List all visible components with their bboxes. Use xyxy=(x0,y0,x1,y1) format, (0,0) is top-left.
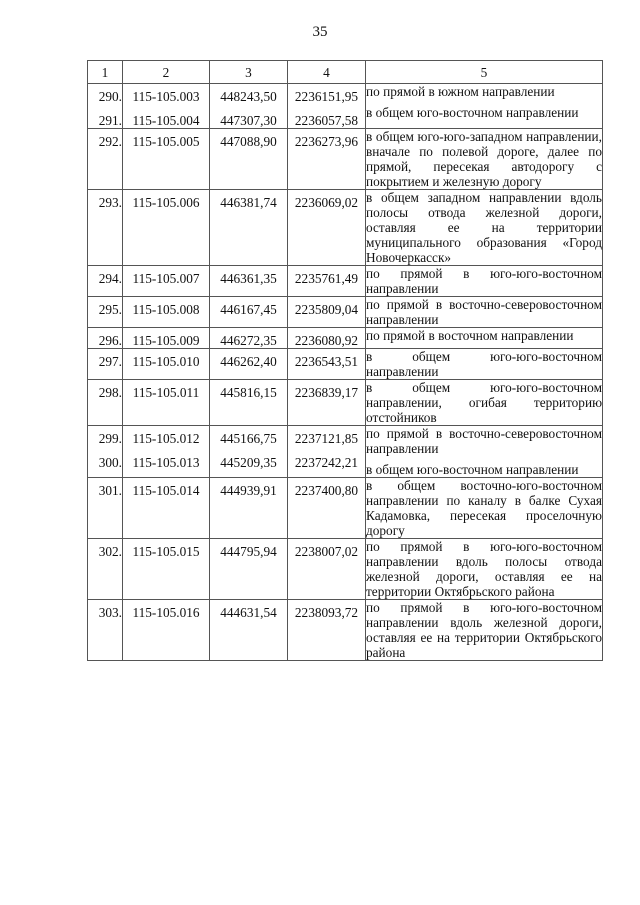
point-code: 115-105.006 xyxy=(132,195,200,210)
table-body xyxy=(88,84,603,661)
coordinate-y-cell xyxy=(288,349,366,380)
coordinate-y: 2236151,95 xyxy=(294,89,359,104)
coordinate-x-cell xyxy=(210,349,288,380)
column-header-4: 4 xyxy=(288,61,366,84)
point-number-cell xyxy=(88,190,123,266)
point-code: 115-105.007 xyxy=(132,271,200,286)
point-number-cell xyxy=(88,539,123,600)
point-number-cell xyxy=(88,84,123,129)
point-number-cell xyxy=(88,297,123,328)
table-row xyxy=(88,539,603,600)
coordinate-x: 447307,30 xyxy=(220,113,277,128)
point-code-cell xyxy=(123,380,210,426)
coordinate-x: 446272,35 xyxy=(220,333,277,348)
point-number: 297. xyxy=(98,354,122,369)
point-code: 115-105.004 xyxy=(132,113,200,128)
coordinate-y-cell xyxy=(288,266,366,297)
point-number-cell xyxy=(88,328,123,349)
point-number: 293. xyxy=(98,195,122,210)
point-number: 303. xyxy=(98,605,122,620)
boundary-points-table xyxy=(87,60,603,661)
point-code-cell xyxy=(123,478,210,539)
coordinate-x: 445166,75 xyxy=(220,431,277,446)
coordinate-y: 2235761,49 xyxy=(294,271,359,286)
point-number-cell xyxy=(88,266,123,297)
coordinate-y-cell xyxy=(288,380,366,426)
direction-description-cell xyxy=(366,380,603,426)
point-code: 115-105.008 xyxy=(132,302,200,317)
direction-description-cell xyxy=(366,478,603,539)
coordinate-y-cell xyxy=(288,478,366,539)
point-code-cell xyxy=(123,328,210,349)
point-number-cell xyxy=(88,129,123,190)
table-row xyxy=(88,478,603,539)
point-number-cell xyxy=(88,380,123,426)
direction-description-cell xyxy=(366,297,603,328)
coordinate-x-cell xyxy=(210,84,288,129)
direction-description: по прямой в юго-юго-восточном направлении вдоль железной дороги, оставляя ее на территории Октябрьского района xyxy=(366,600,602,660)
direction-description: в общем юго-восточном направлении xyxy=(366,462,579,477)
point-number-cell xyxy=(88,426,123,478)
table-row xyxy=(88,84,603,129)
coordinate-x-cell xyxy=(210,328,288,349)
direction-description-cell xyxy=(366,426,603,478)
point-code: 115-105.014 xyxy=(132,483,200,498)
coordinate-x-cell xyxy=(210,539,288,600)
column-header-5: 5 xyxy=(366,61,603,84)
point-code-cell xyxy=(123,539,210,600)
point-number-cell xyxy=(88,600,123,661)
direction-description-cell xyxy=(366,349,603,380)
point-code-cell xyxy=(123,349,210,380)
column-header-2: 2 xyxy=(123,61,210,84)
coordinate-y-cell xyxy=(288,84,366,129)
direction-description: по прямой в юго-юго-восточном направлении вдоль полосы отвода железной дороги, оставляя ее на территории Октябрьского района xyxy=(366,539,602,599)
direction-description-cell xyxy=(366,266,603,297)
coordinate-x: 446262,40 xyxy=(220,354,277,369)
point-code-cell xyxy=(123,84,210,129)
coordinate-y: 2236543,51 xyxy=(294,354,359,369)
coordinate-y-cell xyxy=(288,328,366,349)
direction-description-cell xyxy=(366,539,603,600)
coordinate-x-cell xyxy=(210,380,288,426)
direction-description-cell xyxy=(366,600,603,661)
column-header-1: 1 xyxy=(88,61,123,84)
column-header-3: 3 xyxy=(210,61,288,84)
direction-description: по прямой в восточно-северовосточном направлении xyxy=(366,297,602,327)
point-code: 115-105.011 xyxy=(132,385,200,400)
point-number: 299. xyxy=(98,431,122,446)
point-number: 301. xyxy=(98,483,122,498)
coordinate-x-cell xyxy=(210,478,288,539)
coordinate-y: 2237121,85 xyxy=(294,431,359,446)
point-code-cell xyxy=(123,129,210,190)
coordinate-y-cell xyxy=(288,426,366,478)
point-code: 115-105.005 xyxy=(132,134,200,149)
coordinate-x-cell xyxy=(210,129,288,190)
coordinate-x-cell xyxy=(210,426,288,478)
coordinate-y: 2236080,92 xyxy=(294,333,359,348)
point-number: 290. xyxy=(98,89,122,104)
point-number: 295. xyxy=(98,302,122,317)
coordinate-x: 447088,90 xyxy=(220,134,277,149)
table-row xyxy=(88,328,603,349)
direction-description-cell xyxy=(366,190,603,266)
point-number: 302. xyxy=(98,544,122,559)
coordinate-y-cell xyxy=(288,297,366,328)
point-code: 115-105.016 xyxy=(132,605,200,620)
coordinate-y: 2238093,72 xyxy=(294,605,359,620)
point-code: 115-105.003 xyxy=(132,89,200,104)
table-header-row xyxy=(88,61,603,84)
coordinate-y-cell xyxy=(288,129,366,190)
direction-description: в общем юго-восточном направлении xyxy=(366,105,579,120)
point-code-cell xyxy=(123,297,210,328)
direction-description: по прямой в восточном направлении xyxy=(366,328,574,343)
table-row xyxy=(88,190,603,266)
point-number: 292. xyxy=(98,134,122,149)
coordinate-x: 446381,74 xyxy=(220,195,277,210)
point-code: 115-105.015 xyxy=(132,544,200,559)
table-row xyxy=(88,349,603,380)
coordinate-y: 2235809,04 xyxy=(294,302,359,317)
direction-description: по прямой в южном направлении xyxy=(366,84,555,99)
coordinate-x-cell xyxy=(210,190,288,266)
direction-description: по прямой в восточно-северовосточном направлении xyxy=(366,426,602,456)
table-row xyxy=(88,297,603,328)
point-code-cell xyxy=(123,426,210,478)
page-number: 35 xyxy=(312,24,328,40)
coordinate-y: 2238007,02 xyxy=(294,544,359,559)
coordinate-x: 448243,50 xyxy=(220,89,277,104)
table-row xyxy=(88,129,603,190)
direction-description: в общем юго-юго-западном направлении, вначале по полевой дороге, далее по прямой, пересекая автодорогу с покрытием и железную дорогу xyxy=(366,129,602,189)
point-number-cell xyxy=(88,478,123,539)
direction-description-cell xyxy=(366,84,603,129)
table-row xyxy=(88,380,603,426)
direction-description-cell xyxy=(366,328,603,349)
point-number: 296. xyxy=(98,333,122,348)
point-code-cell xyxy=(123,266,210,297)
coordinate-x-cell xyxy=(210,266,288,297)
direction-description: в общем западном направлении вдоль полосы отвода железной дороги, оставляя ее на территории муниципального образования «Город Новочеркасск» xyxy=(366,190,602,265)
coordinate-x-cell xyxy=(210,600,288,661)
point-code: 115-105.010 xyxy=(132,354,200,369)
table-row xyxy=(88,600,603,661)
coordinate-y-cell xyxy=(288,600,366,661)
direction-description: в общем юго-юго-восточном направлении, огибая территорию отстойников xyxy=(366,380,602,425)
point-code-cell xyxy=(123,600,210,661)
point-code: 115-105.009 xyxy=(132,333,200,348)
point-number: 294. xyxy=(98,271,122,286)
point-code-cell xyxy=(123,190,210,266)
point-number: 298. xyxy=(98,385,122,400)
table-row xyxy=(88,266,603,297)
direction-description-cell xyxy=(366,129,603,190)
point-number-cell xyxy=(88,349,123,380)
coordinate-y-cell xyxy=(288,539,366,600)
coordinate-x: 444795,94 xyxy=(220,544,277,559)
point-number: 291. xyxy=(98,113,122,128)
coordinate-x: 445209,35 xyxy=(220,455,277,470)
coordinate-x-cell xyxy=(210,297,288,328)
coordinate-x: 445816,15 xyxy=(220,385,277,400)
coordinate-y: 2236057,58 xyxy=(294,113,359,128)
coordinate-x: 446361,35 xyxy=(220,271,277,286)
coordinate-x: 444939,91 xyxy=(220,483,277,498)
direction-description: в общем юго-юго-восточном направлении xyxy=(366,349,602,379)
coordinate-y: 2236069,02 xyxy=(294,195,359,210)
direction-description: в общем восточно-юго-восточном направлении по каналу в балке Сухая Кадамовка, пересекая проселочную дорогу xyxy=(366,478,602,538)
table-row xyxy=(88,426,603,478)
coordinate-y: 2237242,21 xyxy=(294,455,359,470)
coordinate-y: 2237400,80 xyxy=(294,483,359,498)
coordinate-y-cell xyxy=(288,190,366,266)
coordinate-x: 446167,45 xyxy=(220,302,277,317)
point-code: 115-105.012 xyxy=(132,431,200,446)
direction-description: по прямой в юго-юго-восточном направлении xyxy=(366,266,602,296)
point-code: 115-105.013 xyxy=(132,455,200,470)
point-number: 300. xyxy=(98,455,122,470)
coordinate-y: 2236839,17 xyxy=(294,385,359,400)
coordinate-x: 444631,54 xyxy=(220,605,277,620)
coordinate-y: 2236273,96 xyxy=(294,134,359,149)
